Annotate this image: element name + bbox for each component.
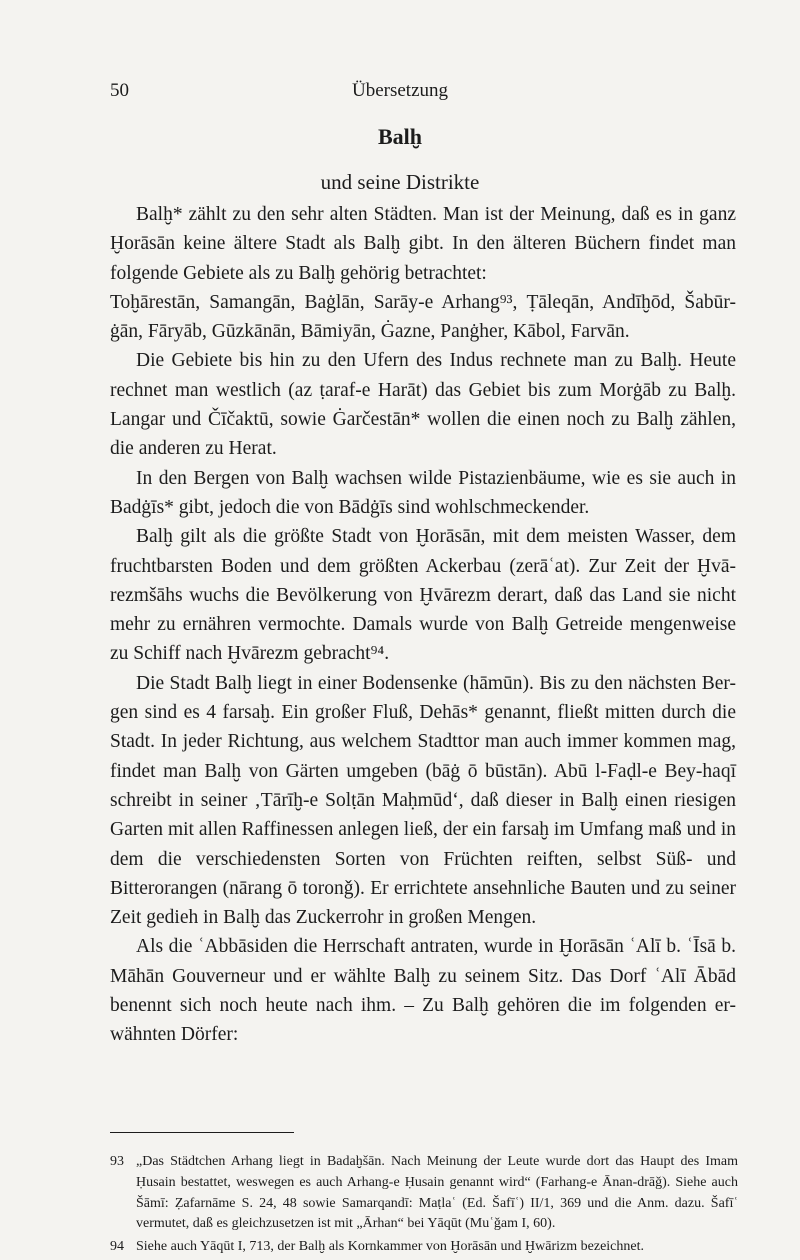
chapter-heading <box>0 124 800 195</box>
paragraph: Die Stadt Balḫ liegt in einer Bodensenke (hāmūn). Bis zu den nächsten Ber-gen sind es 4 farsaḫ. Ein großer Fluß, Dehās* genannt, fließt mitten durch die Stadt. In jeder Richtung, aus welchem Stadttor man auch immer kommen mag, findet man Balḫ von Gärten umgeben (bāġ ō būstān). Abū l-Faḍl-e Bey-haqī schreibt in seiner ‚Tārīḫ-e Solṭān Maḥmūd‘, daß dieser in Balḫ einen riesigen Garten mit allen Raffinessen anlegen ließ, der ein farsaḫ im Umfang maß und in dem die verschiedensten Sorten von Früchten reiften, selbst Süß- und Bitterorangen (nārang ō toronǧ). Er errichtete ansehnliche Bauten und zu seiner Zeit gedieh in Balḫ das Zuckerrohr in großen Mengen. <box>110 672 736 929</box>
page-number: 50 <box>110 80 129 101</box>
footnote-number: 94 <box>110 1239 124 1255</box>
footnote <box>110 1237 738 1258</box>
footnote-divider <box>110 1132 294 1133</box>
running-head <box>0 80 800 110</box>
footnotes <box>110 1152 738 1260</box>
paragraph: In den Bergen von Balḫ wachsen wilde Pistazienbäume, wie es sie auch in Badġīs* gibt, jedoch die von Bādġīs sind wohlschmeckender. <box>110 467 736 518</box>
running-title: Übersetzung <box>351 80 449 101</box>
paragraph: Toḫārestān, Samangān, Baġlān, Sarāy-e Arhang⁹³, Ṭāleqān, Andīḫōd, Šabūr-ġān, Fāryāb, Gūzkānān, Bāmiyān, Ġazne, Panġher, Kābol, Farvān. <box>110 291 736 343</box>
paragraph: Die Gebiete bis hin zu den Ufern des Indus rechnete man zu Balḫ. Heute rechnet man westlich (az ṭaraf-e Harāt) das Gebiet bis zum Morġāb zu Balḫ. Langar und Čīčaktū, sowie Ġarčestān* wollen die einen noch zu Balḫ zählen, die anderen zu Herat. <box>110 350 736 460</box>
paragraph: Balḫ gilt als die größte Stadt von Ḫorāsān, mit dem meisten Wasser, dem fruchtbarsten Boden und dem größten Ackerbau (zerāʿat). Zur Zeit der Ḫvā-rezmšāhs wuchs die Bevölkerung von Ḫvārezm derart, daß das Land sie nicht mehr zu ernähren vermochte. Damals wurde von Balḫ Getreide mengenweise zu Schiff nach Ḫvārezm gebracht⁹⁴. <box>110 526 736 665</box>
footnote-text: Siehe auch Yāqūt I, 713, der Balḫ als Kornkammer von Ḫorāsān und Ḫwārizm bezeichnet. <box>136 1239 644 1255</box>
chapter-subtitle: und seine Distrikte <box>320 170 480 194</box>
chapter-title: Balḫ <box>377 124 423 149</box>
paragraph: Balḫ* zählt zu den sehr alten Städten. Man ist der Meinung, daß es in ganz Ḫorāsān keine ältere Stadt als Balḫ gibt. In den älteren Büchern findet man folgende Gebiete als zu Balḫ gehörig betrachtet: <box>110 204 736 284</box>
body-text <box>110 200 736 1050</box>
paragraph: Als die ʿAbbāsiden die Herrschaft antraten, wurde in Ḫorāsān ʿAlī b. ʿĪsā b. Māhān Gouverneur und er wählte Balḫ zu seinem Sitz. Das Dorf ʿAlī Ābād benennt sich noch heute nach ihm. – Zu Balḫ gehören die im folgenden er-wähnten Dörfer: <box>110 936 736 1046</box>
footnote-number: 93 <box>110 1154 124 1169</box>
footnote <box>110 1152 738 1235</box>
footnote-text: „Das Städtchen Arhang liegt in Badaḫšān. Nach Meinung der Leute wurde dort das Haupt des Imam Ḥusain bestattet, weswegen es auch Arhang-e Ḥusain genannt wird“ (Farhang-e Ānan-drāǧ). Siehe auch Šāmī: Ẓafarnāme S. 24, 48 sowie Samarqandī: Maṭlaʿ (Ed. Šafīʿ) II/1, 369 und die Anm. dazu. Šafīʿ vermutet, daß es gleichzusetzen ist mit „Ārhan“ bei Yāqūt (Muʿǧam I, 60). <box>136 1154 738 1232</box>
